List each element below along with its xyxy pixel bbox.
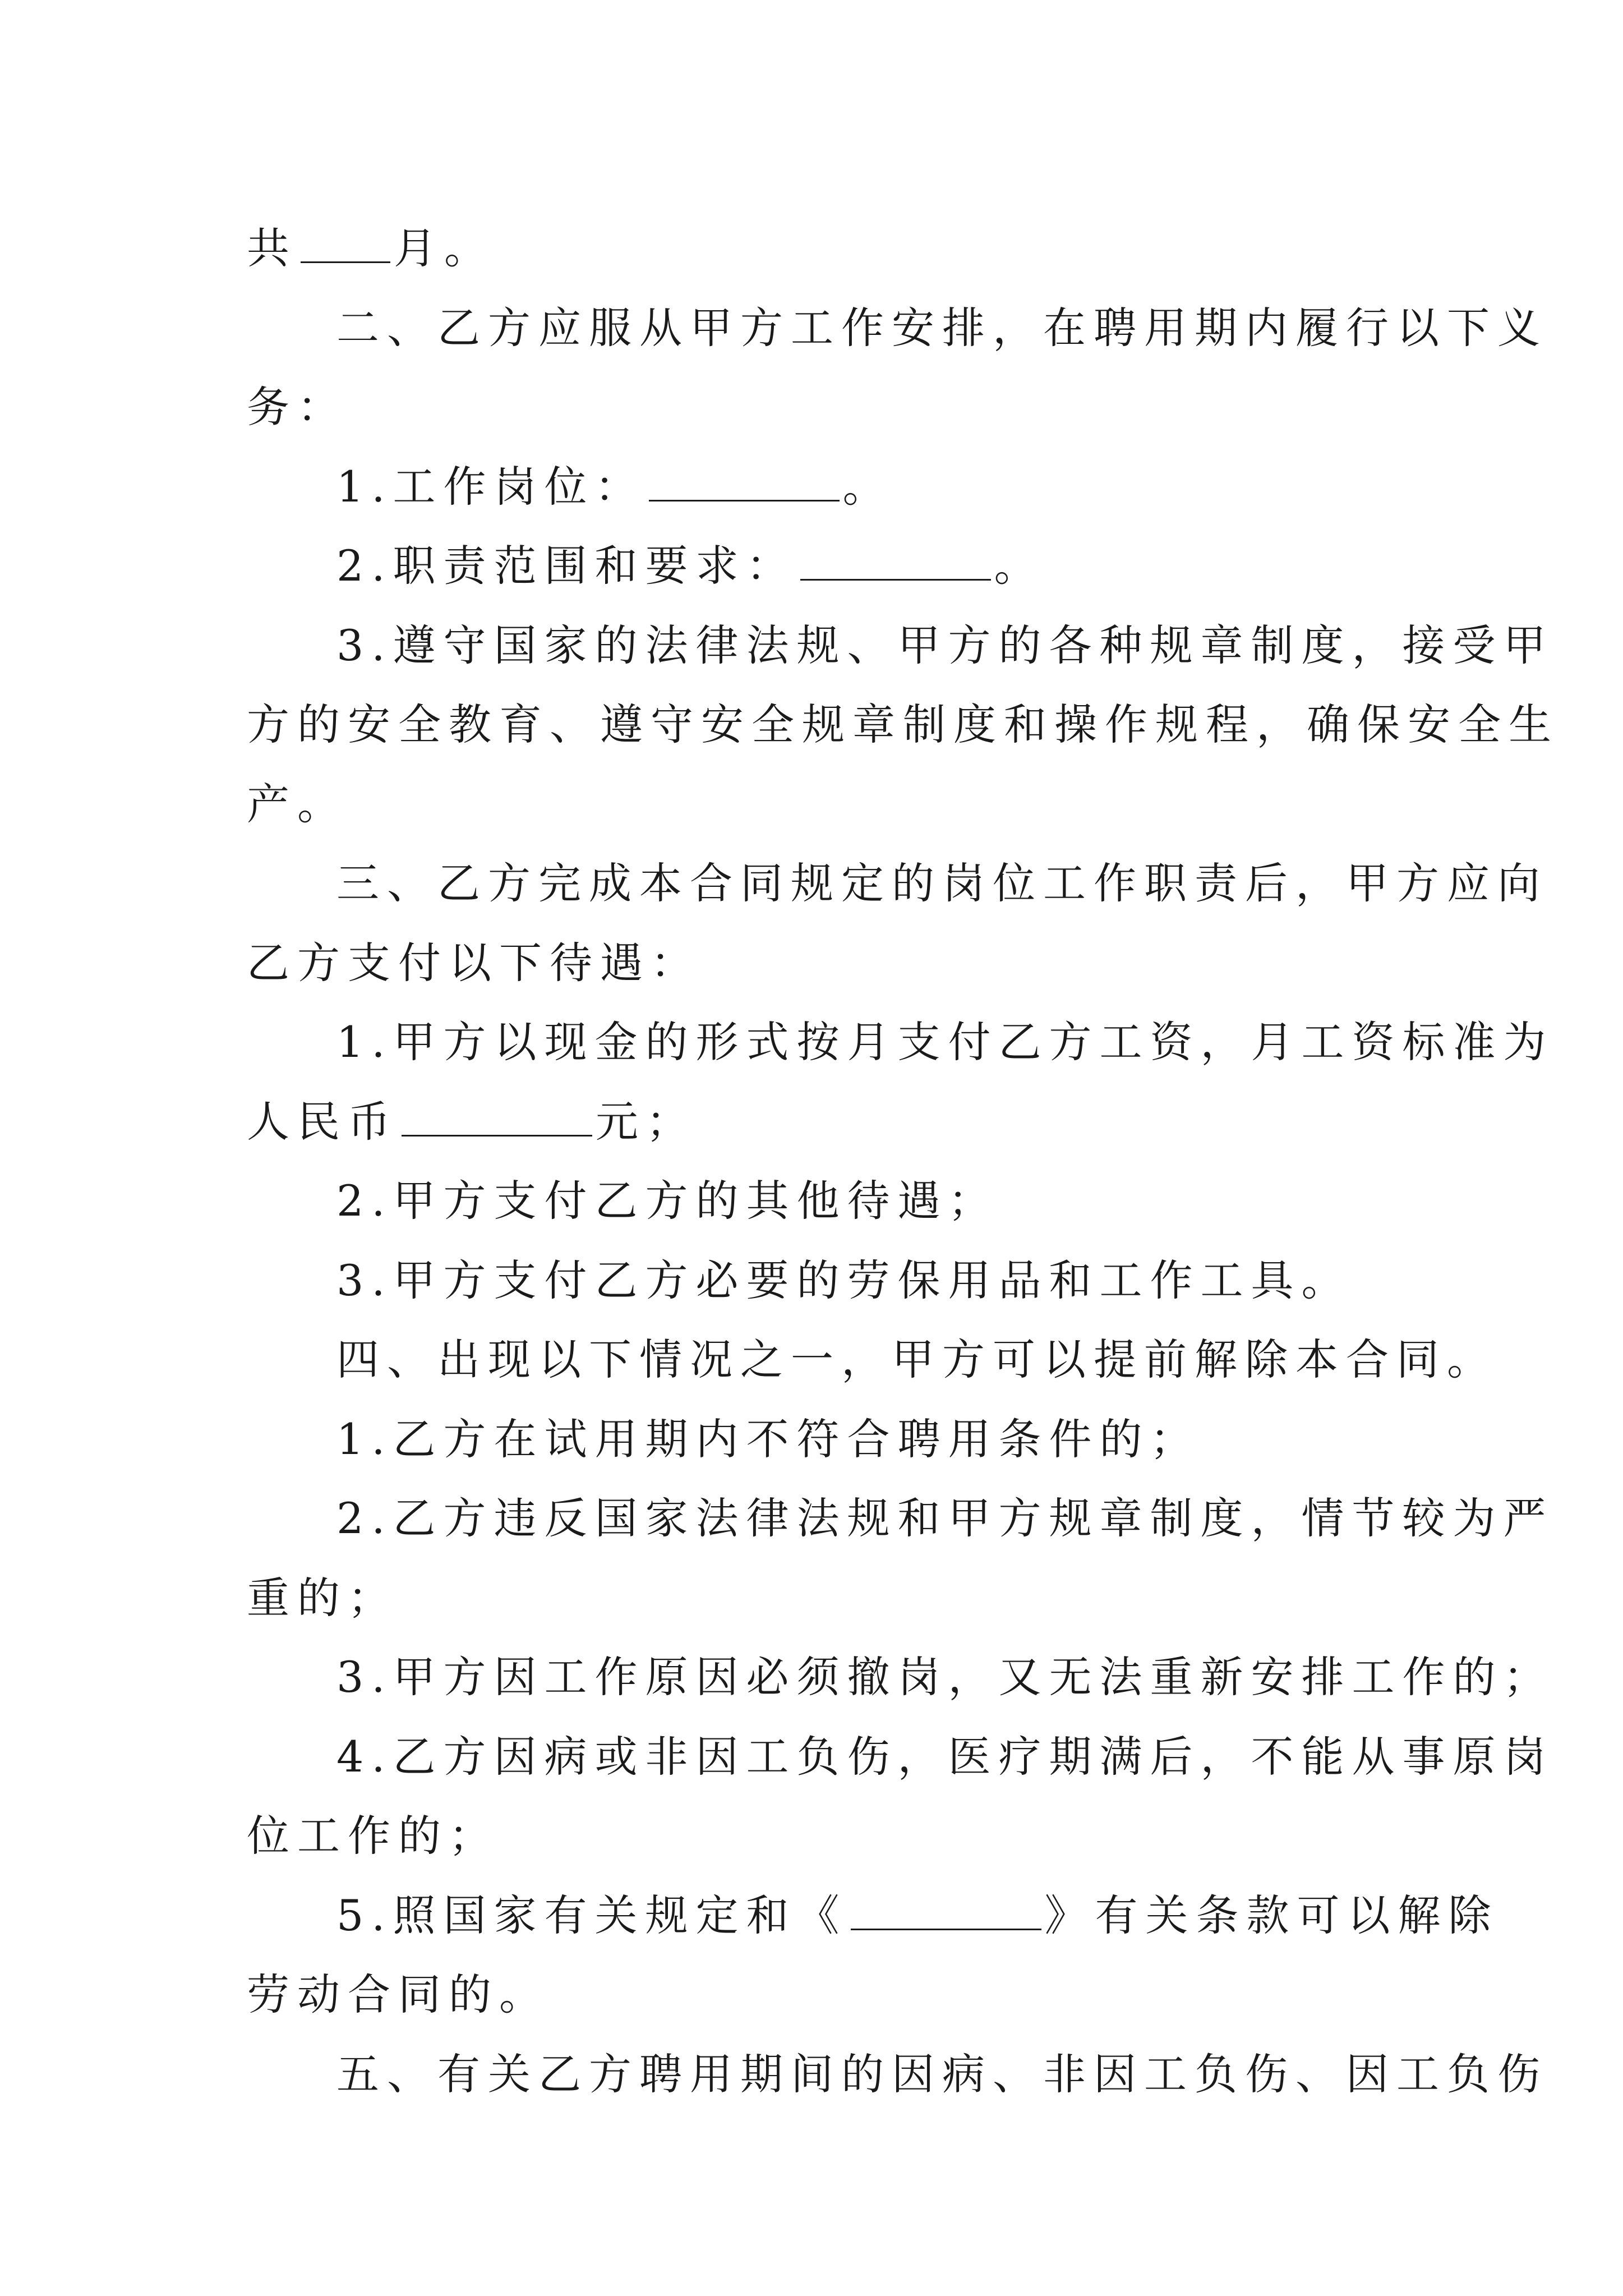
- text-line: [247, 1717, 1554, 1797]
- text-line: [247, 765, 1391, 844]
- line-text: 5.照国家有关规定和《: [336, 1890, 847, 1940]
- line-text: 3.甲方因工作原因必须撤岗，又无法重新安排工作的；: [336, 1652, 1554, 1702]
- text-line: [247, 923, 1391, 1003]
- text-line: [247, 1479, 1554, 1558]
- line-text: 3.甲方支付乙方必要的劳保用品和工作工具。: [336, 1255, 1352, 1305]
- text-line: [247, 1082, 1391, 1162]
- line-text: 1.乙方在试用期内不符合聘用条件的；: [336, 1414, 1201, 1464]
- text-line: [247, 288, 1548, 368]
- line-text: 2.乙方违反国家法律法规和甲方规章制度，情节较为严: [336, 1493, 1554, 1543]
- line-text: 》有关条款可以解除: [1044, 1890, 1499, 1940]
- text-line: [247, 1002, 1554, 1082]
- line-text: 重的；: [247, 1572, 398, 1623]
- line-text: 三、乙方完成本合同规定的岗位工作职责后，甲方应向: [336, 858, 1548, 908]
- line-text: 共: [247, 223, 297, 273]
- text-line: [247, 1241, 1391, 1320]
- document-body: [247, 209, 1559, 2114]
- text-line: [247, 685, 1559, 765]
- fill-in-blank: [301, 228, 390, 263]
- text-line: [247, 2035, 1548, 2114]
- text-line: [247, 1796, 1391, 1876]
- line-text: 方的安全教育、遵守安全规章制度和操作规程，确保安全生: [247, 700, 1559, 749]
- text-line: [247, 209, 1391, 288]
- text-line: [247, 1320, 1497, 1400]
- text-line: [247, 526, 1391, 606]
- line-text: 。: [994, 541, 1045, 591]
- fill-in-blank: [402, 1101, 592, 1137]
- line-text: 四、出现以下情况之一，甲方可以提前解除本合同。: [336, 1335, 1497, 1384]
- fill-in-blank: [851, 1895, 1041, 1930]
- line-text: 4.乙方因病或非因工负伤，医疗期满后，不能从事原岗: [336, 1731, 1554, 1782]
- line-text: 乙方支付以下待遇：: [247, 937, 701, 988]
- line-text: 月。: [394, 223, 495, 273]
- line-text: 务：: [247, 382, 348, 432]
- line-text: 2.职责范围和要求：: [336, 541, 797, 591]
- text-line: [247, 1876, 1499, 1955]
- text-line: [247, 1637, 1554, 1717]
- line-text: 劳动合同的。: [247, 1970, 550, 2019]
- line-text: 1.甲方以现金的形式按月支付乙方工资，月工资标准为: [336, 1017, 1554, 1067]
- fill-in-blank: [800, 545, 991, 581]
- line-text: 人民币: [247, 1096, 398, 1147]
- text-line: [247, 1400, 1391, 1479]
- line-text: 产。: [247, 779, 348, 829]
- line-text: 五、有关乙方聘用期间的因病、非因工负伤、因工负伤: [336, 2049, 1548, 2099]
- text-line: [247, 1558, 1391, 1638]
- line-text: 二、乙方应服从甲方工作安排，在聘用期内履行以下义: [336, 302, 1548, 353]
- line-text: 元；: [596, 1096, 697, 1147]
- line-text: 3.遵守国家的法律法规、甲方的各种规章制度，接受甲: [336, 620, 1554, 670]
- text-line: [247, 367, 1391, 447]
- line-text: 2.甲方支付乙方的其他待遇；: [336, 1176, 999, 1226]
- line-text: 位工作的；: [247, 1811, 499, 1861]
- fill-in-blank: [649, 466, 840, 501]
- text-line: [247, 447, 1391, 527]
- text-line: [247, 1161, 1391, 1241]
- text-line: [247, 1955, 1391, 2035]
- text-line: [247, 606, 1554, 685]
- line-text: 1.工作岗位：: [336, 461, 645, 512]
- line-text: 。: [842, 461, 893, 512]
- text-line: [247, 844, 1548, 923]
